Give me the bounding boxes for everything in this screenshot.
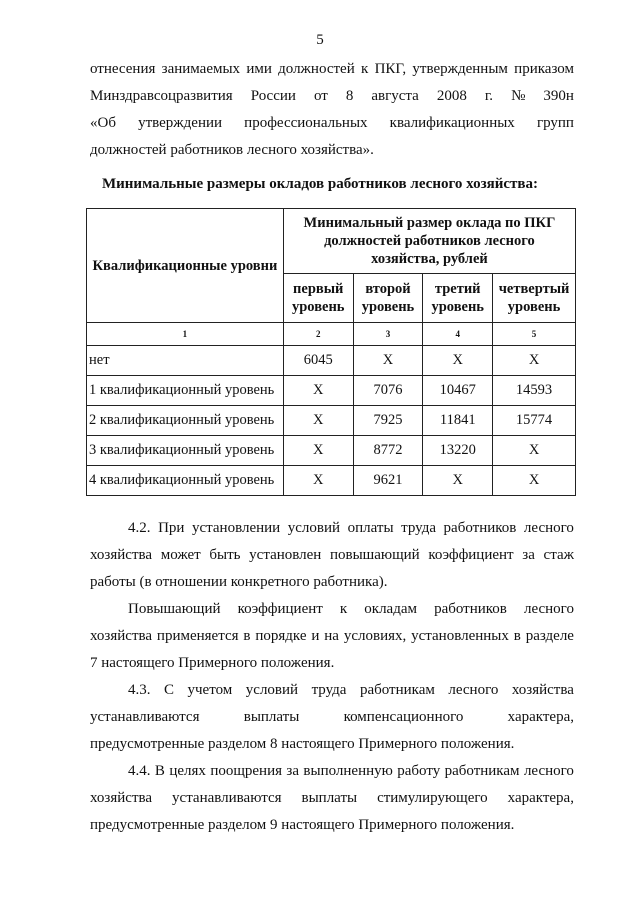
word: выплаты <box>301 790 358 806</box>
intro-line <box>90 83 574 110</box>
word: выплаты <box>243 709 300 725</box>
word: хозяйства <box>90 628 153 644</box>
table-row <box>87 376 576 406</box>
intro-paragraph <box>90 56 574 164</box>
salary-cell: 8772 <box>353 436 423 466</box>
word: коэффициент <box>428 547 514 563</box>
salary-cell: X <box>423 466 493 496</box>
word: компенсационного <box>343 709 464 725</box>
word: занимаемых <box>161 61 241 77</box>
page-number: 5 <box>316 32 324 48</box>
salary-cell: X <box>493 436 576 466</box>
paragraph-line <box>90 542 574 569</box>
word: России <box>250 88 296 104</box>
paragraph-line: предусмотренные разделом 8 настоящего Примерного положения. <box>90 736 515 752</box>
word: устанавливаются <box>172 790 282 806</box>
word: выполненную <box>303 763 393 779</box>
intro-line <box>90 56 574 83</box>
paragraph-line <box>90 515 574 542</box>
word: и <box>311 628 320 644</box>
word: установленных <box>411 628 509 644</box>
salary-cell: X <box>493 466 576 496</box>
word: учетом <box>187 682 233 698</box>
level-cell: нет <box>87 346 284 376</box>
word: от <box>313 88 328 104</box>
word: коэффициент <box>237 601 323 617</box>
word: групп <box>536 115 574 131</box>
word: С <box>164 682 175 698</box>
paragraph-line <box>90 785 574 812</box>
column-header-level-1: первый уровень <box>283 274 353 323</box>
column-number: 4 <box>423 323 493 346</box>
word: труда <box>311 682 347 698</box>
paragraph-coefficient <box>90 596 574 677</box>
salary-cell: 13220 <box>423 436 493 466</box>
paragraph-line <box>90 758 574 785</box>
word: ПКГ, <box>374 61 407 77</box>
paragraph-4-4 <box>90 758 574 839</box>
word: к <box>339 601 348 617</box>
paragraph-line: работы (в отношении конкретного работника). <box>90 574 388 590</box>
paragraph-line: 7 настоящего Примерного положения. <box>90 655 335 671</box>
paragraph-line <box>90 677 574 704</box>
paragraph-line <box>90 596 574 623</box>
level-cell: 1 квалификационный уровень <box>87 376 284 406</box>
word: на <box>324 628 339 644</box>
word: к <box>361 61 369 77</box>
word: установлении <box>192 520 281 536</box>
table-row <box>87 436 576 466</box>
word: профессиональных <box>244 115 368 131</box>
word: 8 <box>345 88 354 104</box>
word: хозяйства <box>90 790 153 806</box>
word: стаж <box>543 547 574 563</box>
word: поощрения <box>210 763 283 779</box>
word: 4.2. <box>128 520 151 536</box>
salary-cell: X <box>423 346 493 376</box>
paragraph-line <box>90 704 574 731</box>
word: работников <box>434 601 507 617</box>
salary-cell: 15774 <box>493 406 576 436</box>
word: Повышающий <box>128 601 221 617</box>
column-header-group: Минимальный размер оклада по ПКГ должностей работников лесного хозяйства, рублей <box>283 209 575 274</box>
word: приказом <box>514 61 574 77</box>
word: лесного <box>523 520 574 536</box>
column-number: 1 <box>87 323 284 346</box>
salary-cell: 7925 <box>353 406 423 436</box>
salary-cell: X <box>283 376 353 406</box>
intro-line <box>90 110 574 137</box>
column-header-level-3: третий уровень <box>423 274 493 323</box>
word: лесного <box>523 763 574 779</box>
word: хозяйства <box>90 547 153 563</box>
word: 4.3. <box>128 682 151 698</box>
salary-cell: X <box>283 466 353 496</box>
word: быть <box>209 547 241 563</box>
word: лесного <box>448 682 499 698</box>
word: труда <box>401 520 436 536</box>
salary-cell: 7076 <box>353 376 423 406</box>
word: повышающий <box>329 547 420 563</box>
table-row <box>87 346 576 376</box>
word: хозяйства <box>511 682 574 698</box>
word: окладам <box>364 601 417 617</box>
word: может <box>160 547 201 563</box>
word: утверждении <box>138 115 223 131</box>
word: в <box>243 628 251 644</box>
word: утвержденным <box>412 61 508 77</box>
column-header-level-2: второй уровень <box>353 274 423 323</box>
word: ими <box>246 61 272 77</box>
word: При <box>158 520 185 536</box>
word: характера, <box>507 790 574 806</box>
word: лесного <box>523 601 574 617</box>
word: квалификационных <box>389 115 515 131</box>
salary-cell: 11841 <box>423 406 493 436</box>
level-cell: 4 квалификационный уровень <box>87 466 284 496</box>
word: разделе <box>525 628 574 644</box>
word: за <box>522 547 535 563</box>
column-header-level-4: четвертый уровень <box>493 274 576 323</box>
word: условий <box>287 520 341 536</box>
paragraph-line: предусмотренные разделом 9 настоящего Примерного положения. <box>90 817 515 833</box>
salary-cell: X <box>353 346 423 376</box>
paragraph-4-2 <box>90 515 574 596</box>
word: характера, <box>507 709 574 725</box>
word: г. <box>484 88 494 104</box>
salary-cell: X <box>283 436 353 466</box>
intro-line: должностей работников лесного хозяйства». <box>90 142 374 158</box>
word: В <box>154 763 165 779</box>
word: 390н <box>543 88 574 104</box>
word: работу <box>397 763 441 779</box>
word: за <box>286 763 300 779</box>
level-cell: 3 квалификационный уровень <box>87 436 284 466</box>
word: устанавливаются <box>90 709 200 725</box>
word: оплаты <box>347 520 394 536</box>
word: «Об <box>90 115 116 131</box>
word: 4.4. <box>128 763 151 779</box>
salary-table <box>86 208 576 496</box>
salary-cell: 10467 <box>423 376 493 406</box>
word: работникам <box>444 763 520 779</box>
salary-cell: 9621 <box>353 466 423 496</box>
word: Минздравсоцразвития <box>90 88 233 104</box>
word: 2008 <box>436 88 467 104</box>
table-row <box>87 466 576 496</box>
word: августа <box>371 88 419 104</box>
word: работникам <box>359 682 435 698</box>
word: применяется <box>156 628 239 644</box>
column-number: 3 <box>353 323 423 346</box>
salary-cell: X <box>493 346 576 376</box>
table-row <box>87 406 576 436</box>
word: условиях, <box>343 628 407 644</box>
paragraph-line <box>90 623 574 650</box>
word: № <box>511 88 526 104</box>
word: установлен <box>249 547 322 563</box>
word: порядке <box>255 628 307 644</box>
word: стимулирующего <box>377 790 488 806</box>
column-header-levels: Квалификационные уровни <box>87 209 284 323</box>
salary-cell: 6045 <box>283 346 353 376</box>
word: условий <box>245 682 299 698</box>
column-number: 2 <box>283 323 353 346</box>
table-title: Минимальные размеры окладов работников лесного хозяйства: <box>101 176 538 192</box>
salary-cell: X <box>283 406 353 436</box>
column-number: 5 <box>493 323 576 346</box>
word: в <box>513 628 521 644</box>
word: должностей <box>278 61 355 77</box>
word: целях <box>169 763 206 779</box>
paragraph-4-3 <box>90 677 574 758</box>
salary-cell: 14593 <box>493 376 576 406</box>
level-cell: 2 квалификационный уровень <box>87 406 284 436</box>
word: отнесения <box>90 61 156 77</box>
word: работников <box>443 520 517 536</box>
